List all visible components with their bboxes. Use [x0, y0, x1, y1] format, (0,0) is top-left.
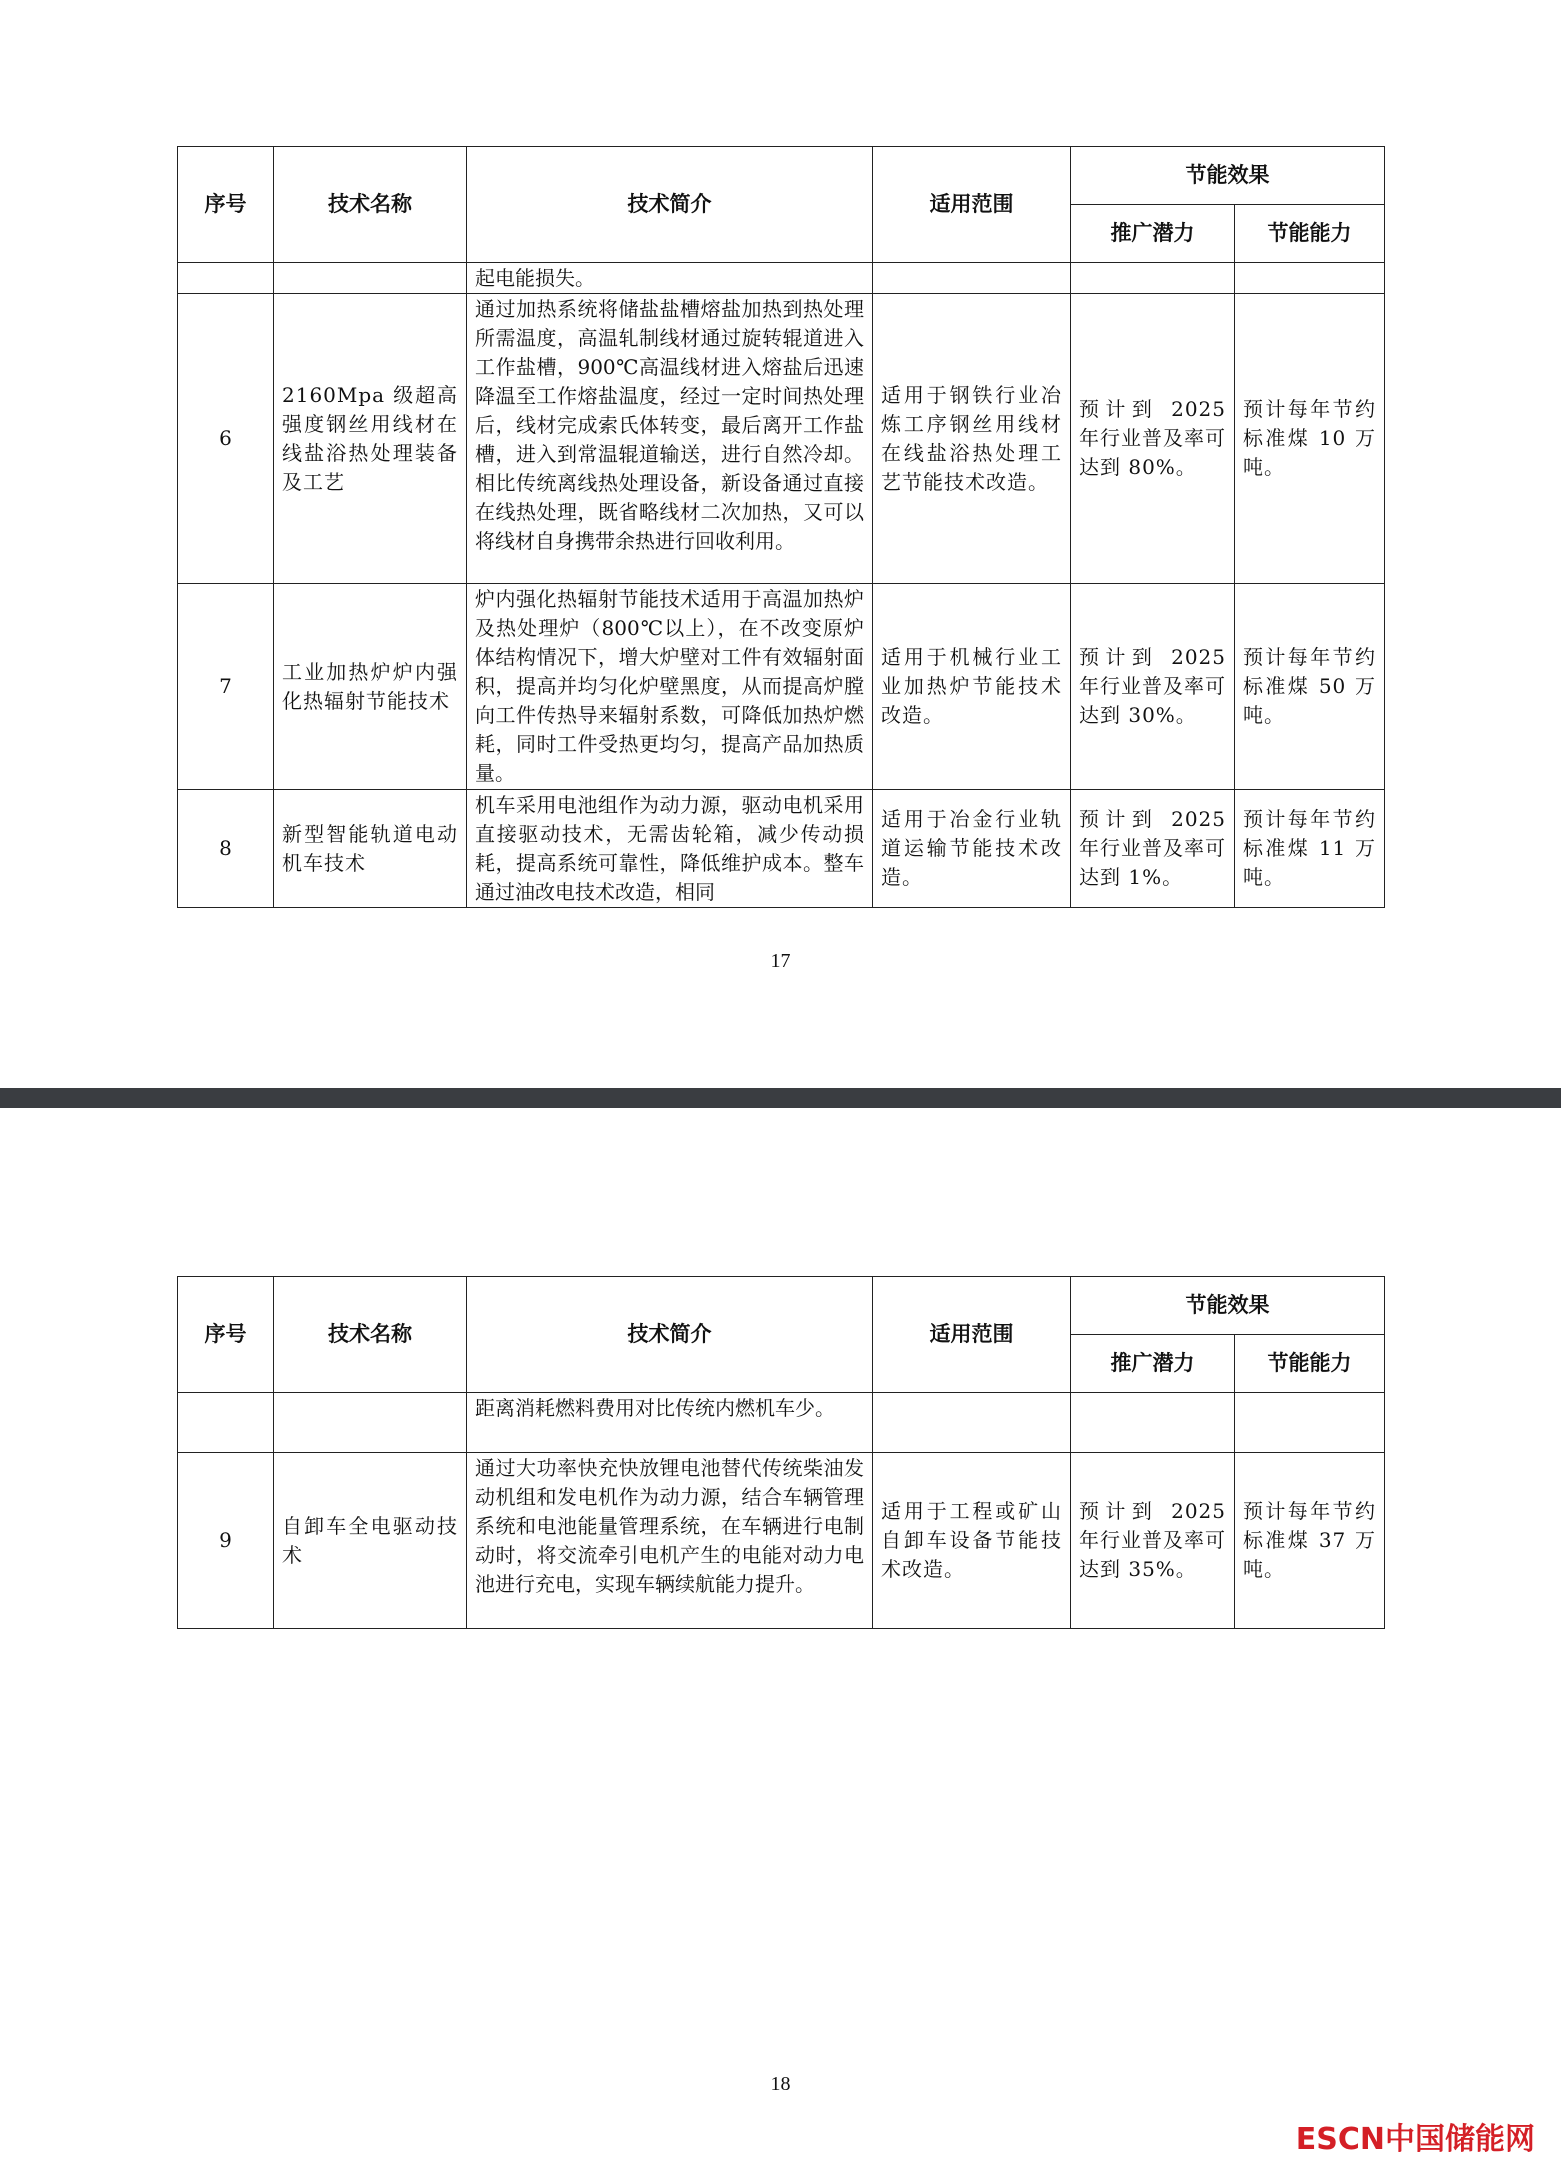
technology-table-page-18: [177, 1276, 1385, 1629]
header-effect: 节能效果: [1071, 1277, 1385, 1335]
page-number: 17: [770, 950, 791, 972]
cell-potential: 预计到 2025 年行业普及率可达到 35%。: [1071, 1453, 1235, 1629]
header-seq: 序号: [178, 1277, 274, 1393]
cell-capacity: [1235, 263, 1385, 294]
header-name: 技术名称: [274, 147, 467, 263]
cell-potential: 预计到 2025 年行业普及率可达到 80%。: [1071, 294, 1235, 584]
cell-seq: 6: [178, 294, 274, 584]
cell-capacity: 预计每年节约标准煤 50 万吨。: [1235, 584, 1385, 790]
cell-seq: [178, 263, 274, 294]
table-row: [178, 1393, 1385, 1453]
header-seq: 序号: [178, 147, 274, 263]
cell-potential: 预计到 2025 年行业普及率可达到 30%。: [1071, 584, 1235, 790]
cell-scope: 适用于工程或矿山自卸车设备节能技术改造。: [873, 1453, 1071, 1629]
cell-potential: [1071, 1393, 1235, 1453]
header-scope: 适用范围: [873, 147, 1071, 263]
page-divider: [0, 1088, 1561, 1108]
cell-scope: [873, 1393, 1071, 1453]
cell-summary: 距离消耗燃料费用对比传统内燃机车少。: [467, 1393, 873, 1453]
cell-name: 新型智能轨道电动机车技术: [274, 790, 467, 908]
cell-seq: [178, 1393, 274, 1453]
cell-scope: 适用于机械行业工业加热炉节能技术改造。: [873, 584, 1071, 790]
header-potential: 推广潜力: [1071, 205, 1235, 263]
escn-watermark-logo: ESCN中国储能网: [1295, 2122, 1535, 2157]
cell-name: 工业加热炉炉内强化热辐射节能技术: [274, 584, 467, 790]
table-row: [178, 294, 1385, 584]
table-row: [178, 584, 1385, 790]
header-name: 技术名称: [274, 1277, 467, 1393]
table-row: [178, 1453, 1385, 1629]
cell-name: 2160Mpa 级超高强度钢丝用线材在线盐浴热处理装备及工艺: [274, 294, 467, 584]
page-18: [0, 1108, 1561, 2166]
cell-potential: 预计到 2025 年行业普及率可达到 1%。: [1071, 790, 1235, 908]
header-effect: 节能效果: [1071, 147, 1385, 205]
header-potential: 推广潜力: [1071, 1335, 1235, 1393]
cell-seq: 8: [178, 790, 274, 908]
header-capacity: 节能能力: [1235, 1335, 1385, 1393]
cell-capacity: 预计每年节约标准煤 10 万吨。: [1235, 294, 1385, 584]
cell-capacity: 预计每年节约标准煤 37 万吨。: [1235, 1453, 1385, 1629]
cell-summary: 通过大功率快充快放锂电池替代传统柴油发动机组和发电机作为动力源，结合车辆管理系统和电池能量管理系统，在车辆进行电制动时，将交流牵引电机产生的电能对动力电池进行充电，实现车辆续航能力提升。: [467, 1453, 873, 1629]
header-summary: 技术简介: [467, 1277, 873, 1393]
table-row: [178, 263, 1385, 294]
header-scope: 适用范围: [873, 1277, 1071, 1393]
cell-summary: 炉内强化热辐射节能技术适用于高温加热炉及热处理炉（800℃以上），在不改变原炉体结构情况下，增大炉壁对工件有效辐射面积，提高并均匀化炉壁黑度，从而提高炉膛向工件传热导来辐射系数，可降低加热炉燃耗，同时工件受热更均匀，提高产品加热质量。: [467, 584, 873, 790]
cell-seq: 7: [178, 584, 274, 790]
cell-summary: 机车采用电池组作为动力源，驱动电机采用直接驱动技术，无需齿轮箱，减少传动损耗，提高系统可靠性，降低维护成本。整车通过油改电技术改造，相同: [467, 790, 873, 908]
cell-name: 自卸车全电驱动技术: [274, 1453, 467, 1629]
cell-scope: 适用于钢铁行业冶炼工序钢丝用线材在线盐浴热处理工艺节能技术改造。: [873, 294, 1071, 584]
table-row: [178, 790, 1385, 908]
cell-potential: [1071, 263, 1235, 294]
cell-name: [274, 1393, 467, 1453]
cell-seq: 9: [178, 1453, 274, 1629]
technology-table-page-17: [177, 146, 1385, 908]
header-summary: 技术简介: [467, 147, 873, 263]
cell-name: [274, 263, 467, 294]
cell-scope: 适用于冶金行业轨道运输节能技术改造。: [873, 790, 1071, 908]
page-number: 18: [770, 2073, 791, 2095]
cell-capacity: [1235, 1393, 1385, 1453]
header-capacity: 节能能力: [1235, 205, 1385, 263]
cell-capacity: 预计每年节约标准煤 11 万吨。: [1235, 790, 1385, 908]
cell-summary: 起电能损失。: [467, 263, 873, 294]
cell-scope: [873, 263, 1071, 294]
cell-summary: 通过加热系统将储盐盐槽熔盐加热到热处理所需温度，高温轧制线材通过旋转辊道进入工作盐槽，900℃高温线材进入熔盐后迅速降温至工作熔盐温度，经过一定时间热处理后，线材完成索氏体转变，最后离开工作盐槽，进入到常温辊道输送，进行自然冷却。相比传统离线热处理设备，新设备通过直接在线热处理，既省略线材二次加热，又可以将线材自身携带余热进行回收利用。: [467, 294, 873, 584]
